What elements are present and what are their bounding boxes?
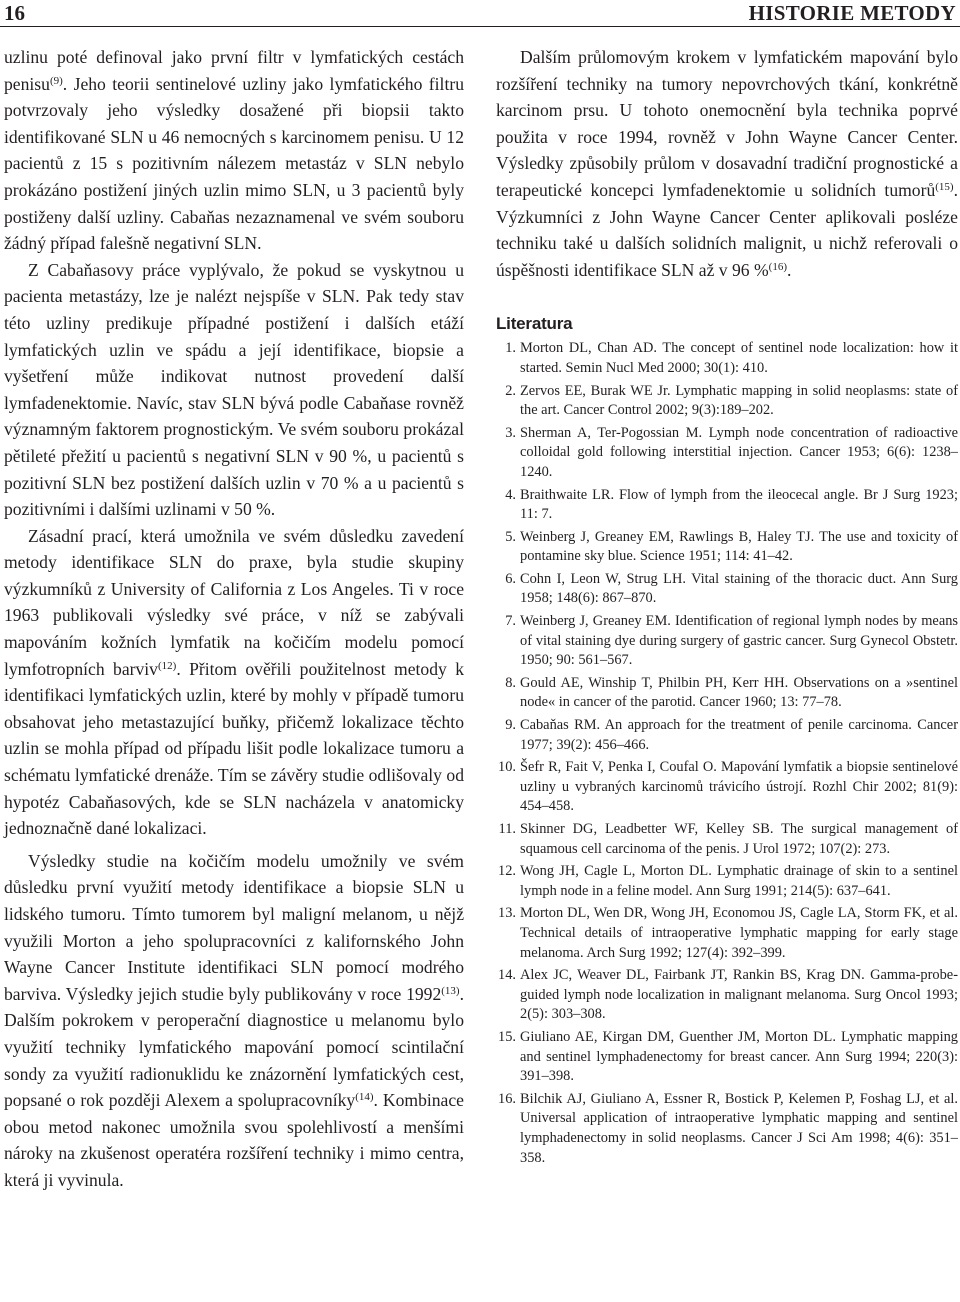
reference-item xyxy=(496,570,958,609)
reference-text: Cabaňas RM. An approach for the treatment of penile carcinoma. Cancer 1977; 39(2): 456–466. xyxy=(520,717,958,753)
reference-item xyxy=(496,820,958,859)
citation: (15) xyxy=(935,180,954,193)
reference-text: Giuliano AE, Kirgan DM, Guenther JM, Morton DL. Lymphatic mapping and sentinel lymphadenectomy for breast cancer. Ann Surg 1994; 220(3): 391–398. xyxy=(520,1028,958,1085)
left-column xyxy=(4,44,464,1194)
reference-text: Zervos EE, Burak WE Jr. Lymphatic mapping in solid neoplasms: state of the art. Cancer Control 2002; 9(3):189–202. xyxy=(520,382,958,419)
reference-item xyxy=(496,486,958,525)
paragraph: Zásadní prací, která umožnila ve svém důsledku zavedení metody identifikace SLN do praxe, byla studie skupiny výzkumníků z University of California z Los Angeles. Ti v roce 1963 publikovali výsledky své práce, v níž se zabývali mapováním kožních lymfatik na kočičím modelu pomocí lymfotropních barviv$^{(12)}$. Přitom ověřili použitelnost metody k identifikaci lymfatických uzlin, které by mohly v případě tumoru obsahovat jeho metastazující buňky, přičemž lokalizace těchto uzlin se mohla případ od případu lišit podle lokalizace tumoru a schématu lymfatické drenáže. Tím se závěry studie odlišovaly od hypotéz Cabaňasových, kde se SLN nacházela v anatomicky jednoznačně dané lokalizaci. xyxy=(4,525,464,839)
reference-number: 7. xyxy=(505,613,516,630)
paragraph: Z Cabaňasovy práce vyplývalo, že pokud se vyskytnou u pacienta metastázy, lze je nalézt nejspíše v SLN. Pak tedy stav této uzliny predikuje případné postižení i dalších etáží lymfatických uzlin ve spádu a její identifikace, biopsie a vyšetření může indikovat nutnost provedení další lymfadenektomie. Navíc, stav SLN bývá podle Cabaňase rovněž významným faktorem prognostickým. Ve svém souboru prokázal pětileté přežití u pacientů s negativní SLN v 90 %, u pacientů s pozitivní SLN bez postižení dalších uzlin v 70 % a u pacientů s pozitivními i dalšími uzlinami v 50 %. xyxy=(4,259,464,520)
reference-item xyxy=(496,758,958,817)
reference-text: Morton DL, Chan AD. The concept of sentinel node localization: how it started. Semin Nucl Med 2000; 30(1): 410. xyxy=(520,340,958,376)
reference-text: Braithwaite LR. Flow of lymph from the ileocecal angle. Br J Surg 1923; 11: 7. xyxy=(520,486,958,523)
citation: (16) xyxy=(768,260,787,273)
reference-text: Weinberg J, Greaney EM. Identification of regional lymph nodes by means of vital staining dye during surgery of gastric cancer. Surg Gynecol Obstetr. 1950; 90: 561–567. xyxy=(520,613,958,669)
reference-item xyxy=(496,528,958,567)
reference-item xyxy=(496,966,958,1025)
reference-number: 16. xyxy=(498,1090,516,1107)
reference-number: 13. xyxy=(498,905,516,922)
section-title: HISTORIE METODY xyxy=(748,1,956,25)
reference-number: 6. xyxy=(505,570,516,587)
reference-item xyxy=(496,674,958,713)
reference-item xyxy=(496,1090,958,1168)
references-list xyxy=(496,339,958,1168)
reference-number: 5. xyxy=(505,528,516,545)
citation: (9) xyxy=(49,74,63,87)
page-header xyxy=(0,0,960,27)
reference-text: Šefr R, Fait V, Penka I, Coufal O. Mapování lymfatik a biopsie sentinelové uzliny u vybraných karcinomů trávicího ústrojí. Rozhl Chir 2002; 81(9): 454–458. xyxy=(520,759,958,815)
reference-number: 11. xyxy=(498,821,516,837)
reference-item xyxy=(496,1028,958,1087)
reference-text: Skinner DG, Leadbetter WF, Kelley SB. The surgical management of squamous cell carcinoma of the penis. J Urol 1972; 107(2): 273. xyxy=(520,821,958,857)
reference-number: 2. xyxy=(505,382,516,399)
reference-number: 3. xyxy=(505,424,516,441)
reference-number: 9. xyxy=(505,717,516,734)
citation: (12) xyxy=(157,659,177,672)
reference-item xyxy=(496,612,958,671)
reference-text: Alex JC, Weaver DL, Fairbank JT, Rankin BS, Krag DN. Gamma-probe-guided lymph node localization in malignant melanoma. Surg Oncol 1993; 2(5): 303–308. xyxy=(520,967,958,1023)
reference-number: 12. xyxy=(498,863,516,880)
citation: (13) xyxy=(441,984,460,997)
reference-text: Cohn I, Leon W, Strug LH. Vital staining of the thoracic duct. Ann Surg 1958; 148(6): 867–870. xyxy=(520,570,958,607)
reference-number: 1. xyxy=(505,340,516,357)
citation: (14) xyxy=(355,1091,374,1104)
reference-item xyxy=(496,862,958,901)
reference-item xyxy=(496,382,958,421)
paragraph: uzlinu poté definoval jako první filtr v lymfatických cestách penisu$^{(9)}$. Jeho teorii sentinelové uzliny jako lymfatického filtru potvrzovaly jeho výsledky dosažené při biopsii takto identifikované SLN u 46 nemocných s karcinomem penisu. U 12 pacientů z 15 s pozitivním nálezem metastáz v SLN nebylo prokázáno postižení jiných uzlin mimo SLN, u 3 pacientů byly postiženy další uzliny. Cabaňas nezaznamenal ve svém souboru žádný případ falešně negativní SLN. xyxy=(4,47,464,254)
paragraph: Dalším průlomovým krokem v lymfatickém mapování bylo rozšíření techniky na tumory nepovrchových tkání, konkrétně karcinom prsu. U tohoto onemocnění byla technika poprvé použita v roce 1994, rovněž v John Wayne Cancer Center. Výsledky způsobily průlom v dosavadní tradiční prognostické a terapeutické koncepci lymfadenektomie u solidních tumorů$^{(15)}$. Výzkumníci z John Wayne Cancer Center aplikovali posléze techniku také u dalších solidních malignit, u nichž referovali o úspěšnosti identifikace SLN až v 96 %$^{(16)}$. xyxy=(496,47,958,280)
reference-number: 8. xyxy=(505,674,516,691)
paragraph: Výsledky studie na kočičím modelu umožnily ve svém důsledku první využití metody identifikace a biopsie SLN u lidského tumoru. Tímto tumorem byl maligní melanom, u nějž využili Morton a jeho spolupracovníci z kalifornského John Wayne Cancer Institute identifikaci SLN pomocí modrého barviva. Výsledky jejich studie byly publikovány v roce 1992$^{(13)}$. Dalším pokrokem v peroperační diagnostice u melanomu bylo využití techniky lymfatického mapování pomocí scintilační sondy za využití radionuklidu ke znázornění lymfatických cest, popsané o rok později Alexem a spolupracovníky$^{(14)}$. Kombinace obou metod nakonec umožnila svou spolehlivostí a menšími nároky na zkušenost operatéra rozšíření techniky i mimo centra, která ji vyvinula. xyxy=(4,850,464,1190)
reference-number: 15. xyxy=(498,1028,516,1045)
reference-item xyxy=(496,716,958,755)
reference-item xyxy=(496,904,958,963)
reference-item xyxy=(496,424,958,483)
reference-number: 10. xyxy=(498,759,516,776)
reference-text: Bilchik AJ, Giuliano A, Essner R, Bostick P, Kelemen P, Foshag LJ, et al. Universal application of intraoperative lymphatic mapping and sentinel lymphadenectomy in solid neoplasms. Cancer J Sci Am 1998; 4(6): 351–358. xyxy=(520,1090,958,1166)
reference-text: Sherman A, Ter-Pogossian M. Lymph node concentration of radioactive colloidal gold following interstitial injection. Cancer 1953; 6(6): 1238–1240. xyxy=(520,424,958,480)
reference-text: Gould AE, Winship T, Philbin PH, Kerr HH. Observations on a »sentinel node« in cancer of the parotid. Cancer 1960; 13: 77–78. xyxy=(520,674,958,711)
reference-text: Wong JH, Cagle L, Morton DL. Lymphatic drainage of skin to a sentinel lymph node in a feline model. Ann Surg 1991; 214(5): 637–641. xyxy=(520,863,958,899)
right-column xyxy=(496,44,958,1171)
references-heading: Literatura xyxy=(496,314,573,334)
page-number: 16 xyxy=(4,1,25,25)
reference-item xyxy=(496,339,958,378)
reference-number: 14. xyxy=(498,967,516,984)
reference-text: Weinberg J, Greaney EM, Rawlings B, Haley TJ. The use and toxicity of pontamine sky blue. Science 1951; 114: 41–42. xyxy=(520,528,958,565)
reference-number: 4. xyxy=(505,486,516,503)
reference-text: Morton DL, Wen DR, Wong JH, Economou JS, Cagle LA, Storm FK, et al. Technical details of intraoperative lymphatic mapping for early stage melanoma. Arch Surg 1992; 127(4): 392–399. xyxy=(520,905,958,961)
